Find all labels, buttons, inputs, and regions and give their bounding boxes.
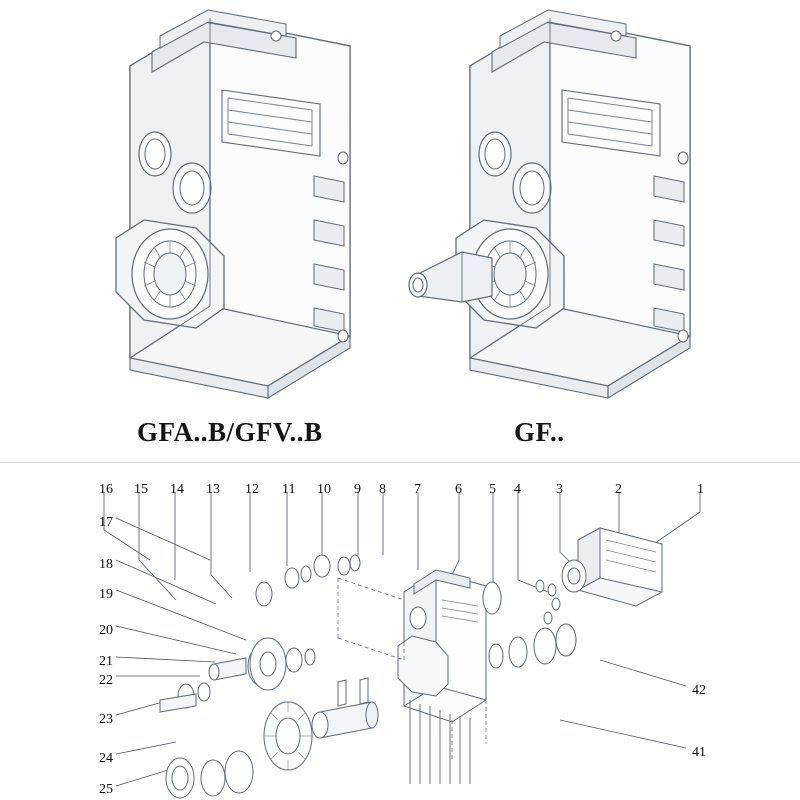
callout-1: 1	[697, 482, 704, 497]
motor-adapter-assembly	[562, 528, 662, 606]
callout-41: 41	[692, 745, 706, 760]
callout-9: 9	[354, 482, 361, 497]
callout-2: 2	[615, 482, 622, 497]
caption-left-model: GFA..B/GFV..B	[137, 417, 323, 447]
callout-25: 25	[99, 782, 113, 797]
small-bolts	[536, 580, 560, 624]
callout-17: 17	[99, 515, 113, 530]
callout-19: 19	[99, 587, 113, 602]
callout-20: 20	[99, 623, 113, 638]
callout-16: 16	[99, 482, 113, 497]
caption-right-model: GF..	[514, 417, 565, 447]
callout-7: 7	[414, 482, 421, 497]
callout-18: 18	[99, 557, 113, 572]
callout-3: 3	[556, 482, 563, 497]
callout-21: 21	[99, 654, 113, 669]
callout-15: 15	[134, 482, 148, 497]
housing-exploded	[398, 570, 486, 722]
callout-8: 8	[379, 482, 386, 497]
callout-14: 14	[170, 482, 184, 497]
callout-11: 11	[282, 482, 296, 497]
callout-12: 12	[245, 482, 259, 497]
callout-42: 42	[692, 683, 706, 698]
callout-5: 5	[489, 482, 496, 497]
gear-wheels	[250, 638, 312, 770]
callout-24: 24	[99, 751, 113, 766]
callout-22: 22	[99, 673, 113, 688]
callout-4: 4	[514, 482, 521, 497]
callout-10: 10	[317, 482, 331, 497]
callout-23: 23	[99, 712, 113, 727]
callout-13: 13	[206, 482, 220, 497]
callout-6: 6	[455, 482, 462, 497]
